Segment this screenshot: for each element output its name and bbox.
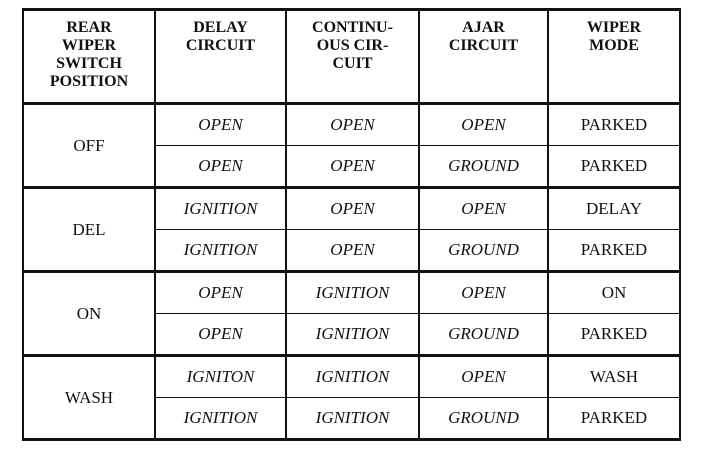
continuous-circuit-cell: IGNITION — [286, 314, 419, 356]
continuous-circuit-cell: OPEN — [286, 146, 419, 188]
table-row — [23, 356, 680, 398]
ajar-circuit-cell: GROUND — [419, 398, 548, 440]
wiper-mode-cell: PARKED — [548, 398, 680, 440]
ajar-circuit-cell: GROUND — [419, 146, 548, 188]
header-line: CUIT — [332, 55, 373, 72]
ajar-circuit-cell: GROUND — [419, 230, 548, 272]
wiper-mode-cell: PARKED — [548, 104, 680, 146]
delay-circuit-cell: IGNITON — [155, 356, 286, 398]
header-switch-position — [23, 10, 155, 104]
header-row — [23, 10, 680, 104]
continuous-circuit-cell: OPEN — [286, 104, 419, 146]
table-row — [23, 104, 680, 146]
header-line: SWITCH — [56, 55, 122, 72]
delay-circuit-cell: OPEN — [155, 272, 286, 314]
header-line: POSITION — [49, 73, 129, 90]
continuous-circuit-cell: IGNITION — [286, 356, 419, 398]
delay-circuit-cell: IGNITION — [155, 398, 286, 440]
header-line: CONTINU- — [312, 19, 393, 36]
delay-circuit-cell: OPEN — [155, 146, 286, 188]
wiper-mode-cell: PARKED — [548, 230, 680, 272]
switch-position-cell: WASH — [23, 356, 155, 440]
wiper-mode-cell: WASH — [548, 356, 680, 398]
table-row — [23, 188, 680, 230]
delay-circuit-cell: IGNITION — [155, 230, 286, 272]
header-line: WIPER — [61, 37, 117, 54]
ajar-circuit-cell: OPEN — [419, 272, 548, 314]
header-line: CIRCUIT — [448, 37, 519, 54]
rear-wiper-switch-table — [22, 8, 681, 441]
header-delay-circuit — [155, 10, 286, 104]
header-line: MODE — [589, 37, 639, 54]
header-line: CIRCUIT — [185, 37, 256, 54]
delay-circuit-cell: IGNITION — [155, 188, 286, 230]
delay-circuit-cell: OPEN — [155, 104, 286, 146]
wiper-mode-cell: PARKED — [548, 146, 680, 188]
table-row — [23, 272, 680, 314]
continuous-circuit-cell: OPEN — [286, 188, 419, 230]
wiper-mode-cell: PARKED — [548, 314, 680, 356]
ajar-circuit-cell: OPEN — [419, 104, 548, 146]
header-ajar-circuit — [419, 10, 548, 104]
ajar-circuit-cell: OPEN — [419, 356, 548, 398]
header-line: REAR — [66, 19, 112, 36]
ajar-circuit-cell: OPEN — [419, 188, 548, 230]
header-line: AJAR — [462, 19, 505, 36]
header-line: WIPER — [586, 19, 642, 36]
switch-position-cell: OFF — [23, 104, 155, 188]
header-line: OUS CIR- — [316, 37, 389, 54]
wiper-mode-cell: DELAY — [548, 188, 680, 230]
continuous-circuit-cell: OPEN — [286, 230, 419, 272]
delay-circuit-cell: OPEN — [155, 314, 286, 356]
continuous-circuit-cell: IGNITION — [286, 398, 419, 440]
wiper-mode-cell: ON — [548, 272, 680, 314]
continuous-circuit-cell: IGNITION — [286, 272, 419, 314]
switch-position-cell: ON — [23, 272, 155, 356]
header-continuous-circuit — [286, 10, 419, 104]
header-line: DELAY — [193, 19, 248, 36]
header-wiper-mode — [548, 10, 680, 104]
switch-position-cell: DEL — [23, 188, 155, 272]
ajar-circuit-cell: GROUND — [419, 314, 548, 356]
